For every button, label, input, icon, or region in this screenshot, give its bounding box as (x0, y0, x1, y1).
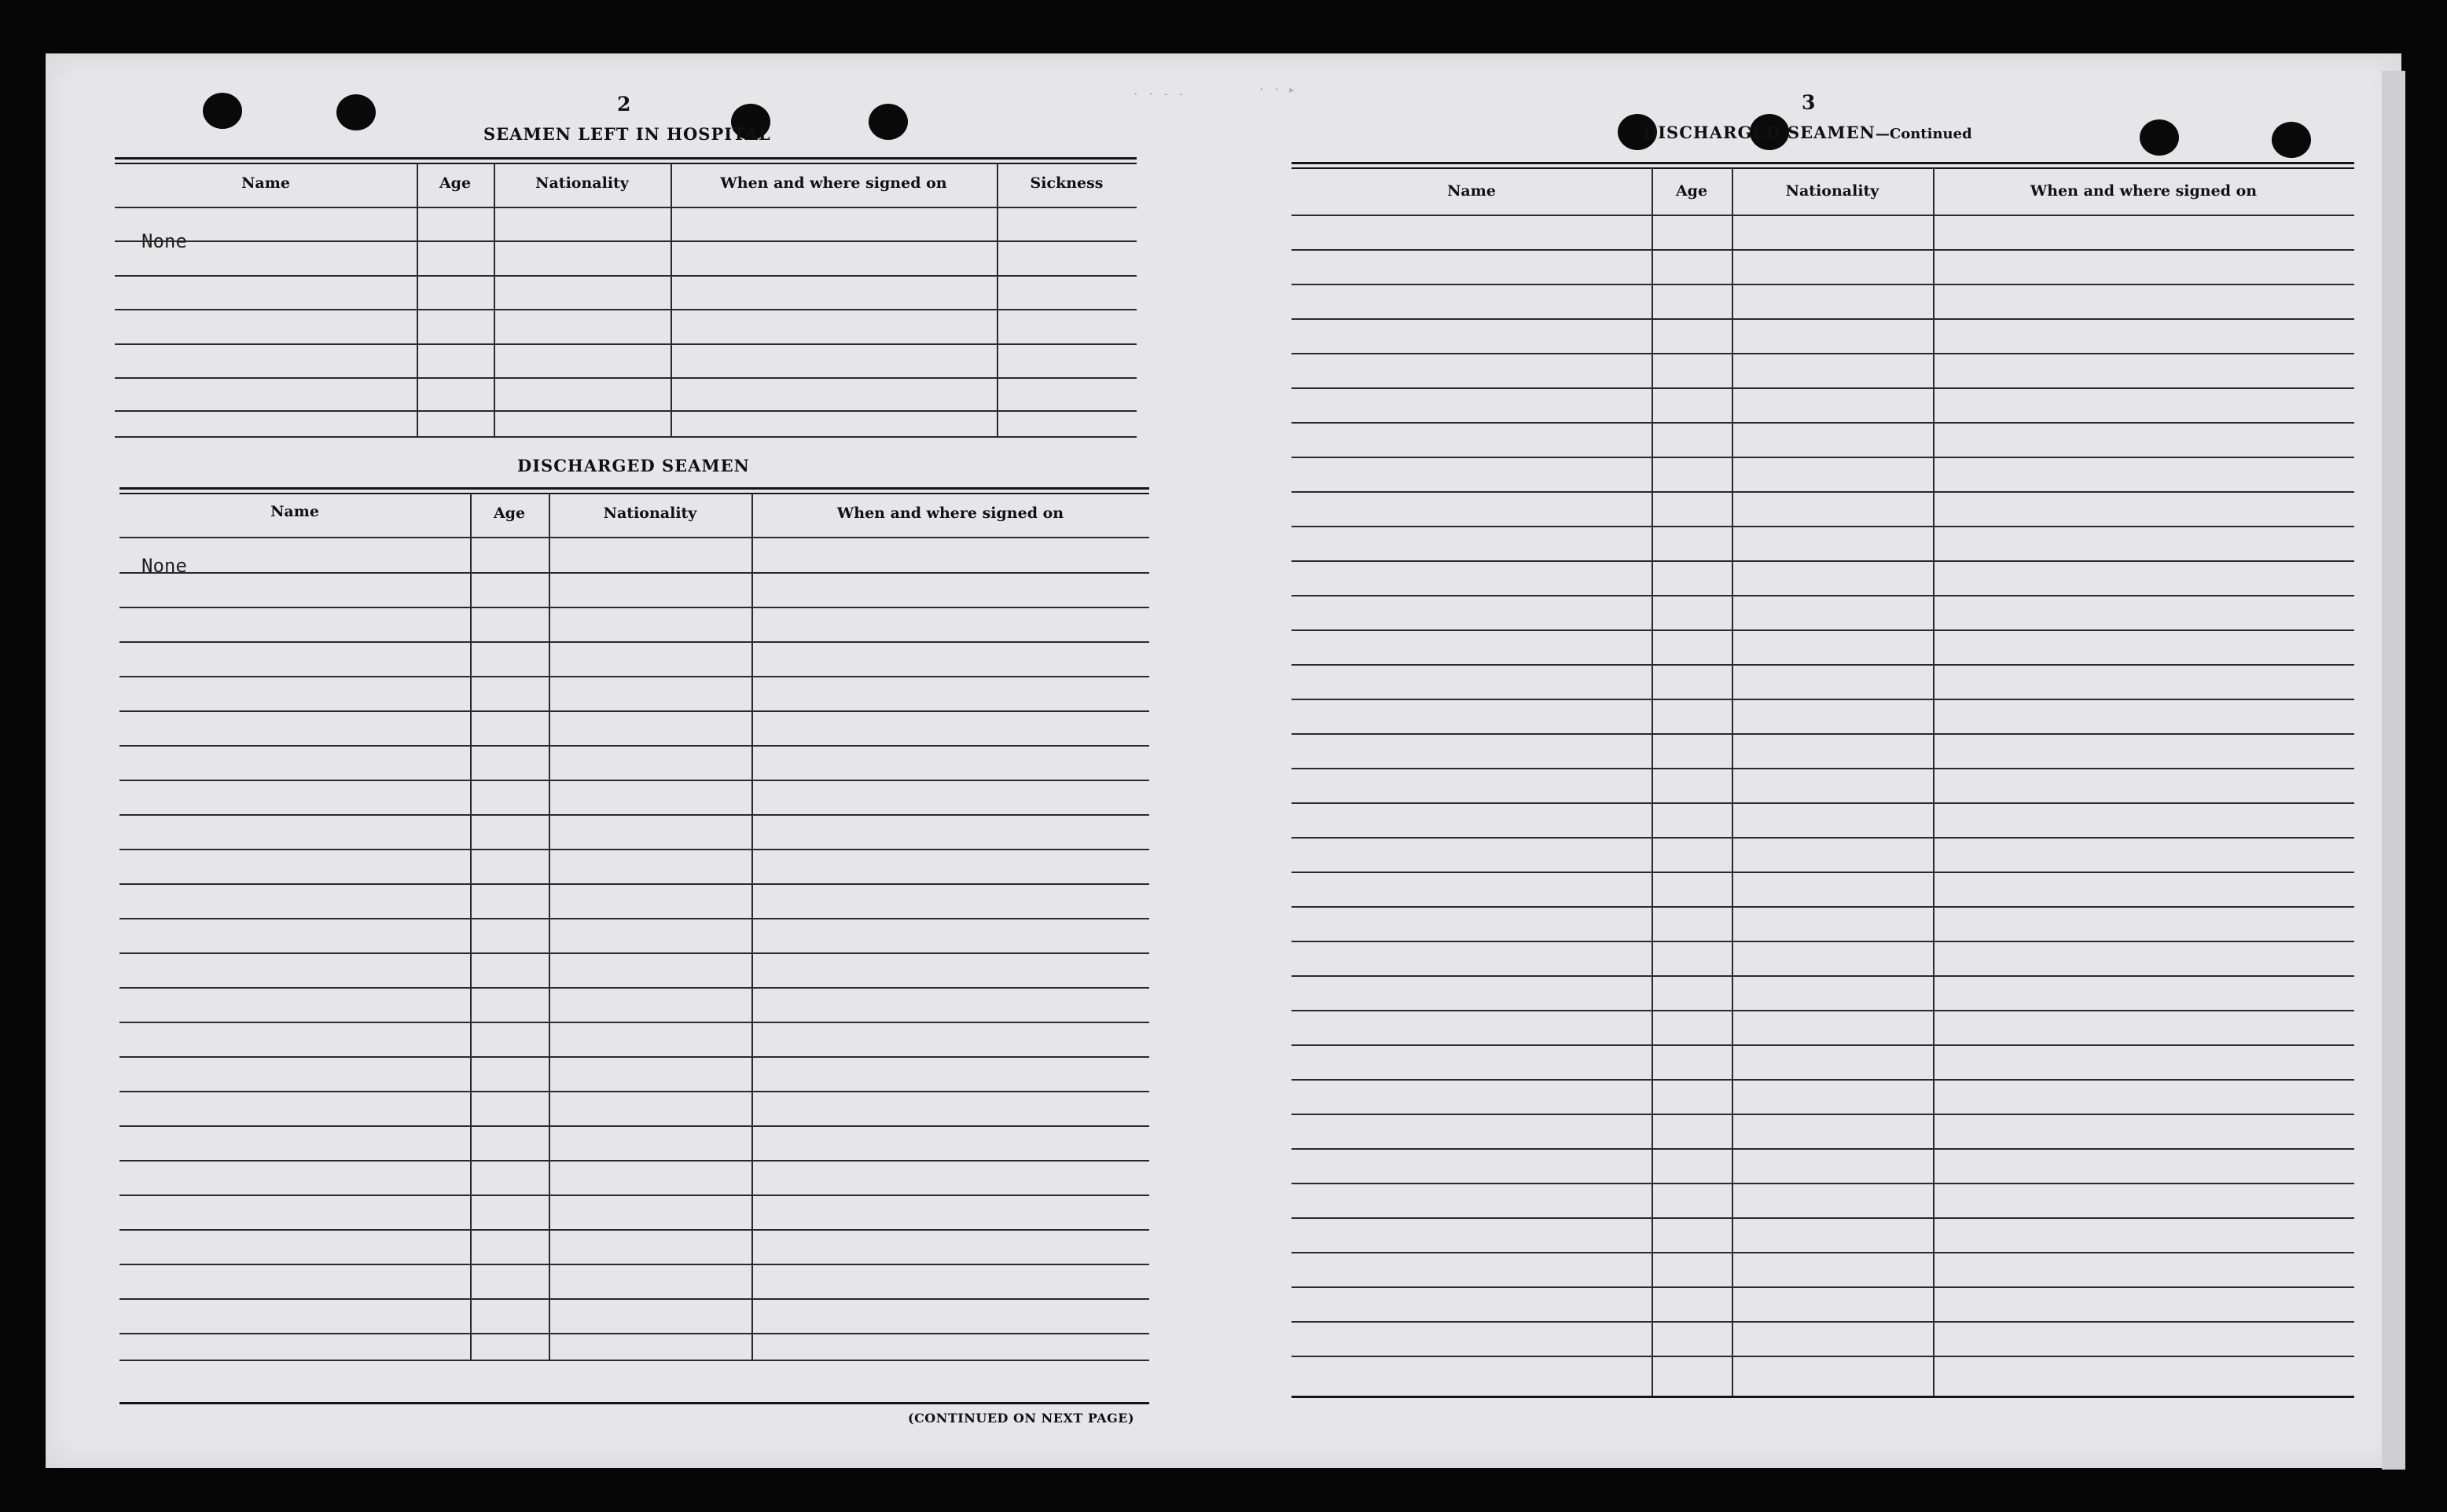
column-header-name: Name (1447, 182, 1496, 200)
page-number: 3 (1802, 91, 1816, 114)
punch-hole (2272, 122, 2311, 158)
continued-footer: (CONTINUED ON NEXT PAGE) (908, 1411, 1135, 1426)
table-entry: None (141, 230, 187, 252)
title-text: DISCHARGED SEAMEN (1643, 123, 1876, 142)
discharged-continued-table (1291, 162, 2354, 1404)
bleed-through-mark: · · - - (1132, 86, 1185, 101)
column-header-nationality: Nationality (535, 174, 629, 192)
discharged-table (119, 487, 1149, 1407)
column-header-nationality: Nationality (603, 505, 697, 522)
hospital-table (115, 157, 1137, 440)
column-header-when-where: When and where signed on (836, 505, 1064, 522)
paper-edge (2382, 71, 2405, 1470)
title-suffix: —Continued (1875, 126, 1972, 142)
page-number: 2 (617, 93, 631, 116)
column-header-age: Age (439, 174, 472, 192)
column-header-name: Name (241, 174, 290, 192)
section-title-discharged: DISCHARGED SEAMEN (517, 456, 750, 475)
punch-hole (869, 104, 908, 140)
column-header-name: Name (270, 503, 319, 520)
column-header-sickness: Sickness (1030, 174, 1104, 192)
punch-hole (2140, 119, 2179, 156)
bleed-through-mark: · · ▸ (1258, 82, 1296, 97)
punch-hole (203, 93, 242, 129)
column-header-age: Age (1675, 182, 1708, 200)
section-title-hospital: SEAMEN LEFT IN HOSPITAL (483, 124, 771, 144)
column-header-when-where: When and where signed on (720, 174, 947, 192)
column-header-when-where: When and where signed on (2030, 182, 2258, 200)
column-header-nationality: Nationality (1785, 182, 1879, 200)
table-entry: None (141, 555, 187, 577)
column-header-age: Age (493, 505, 526, 522)
section-title-discharged-continued (1643, 123, 1972, 142)
punch-hole (336, 94, 376, 130)
